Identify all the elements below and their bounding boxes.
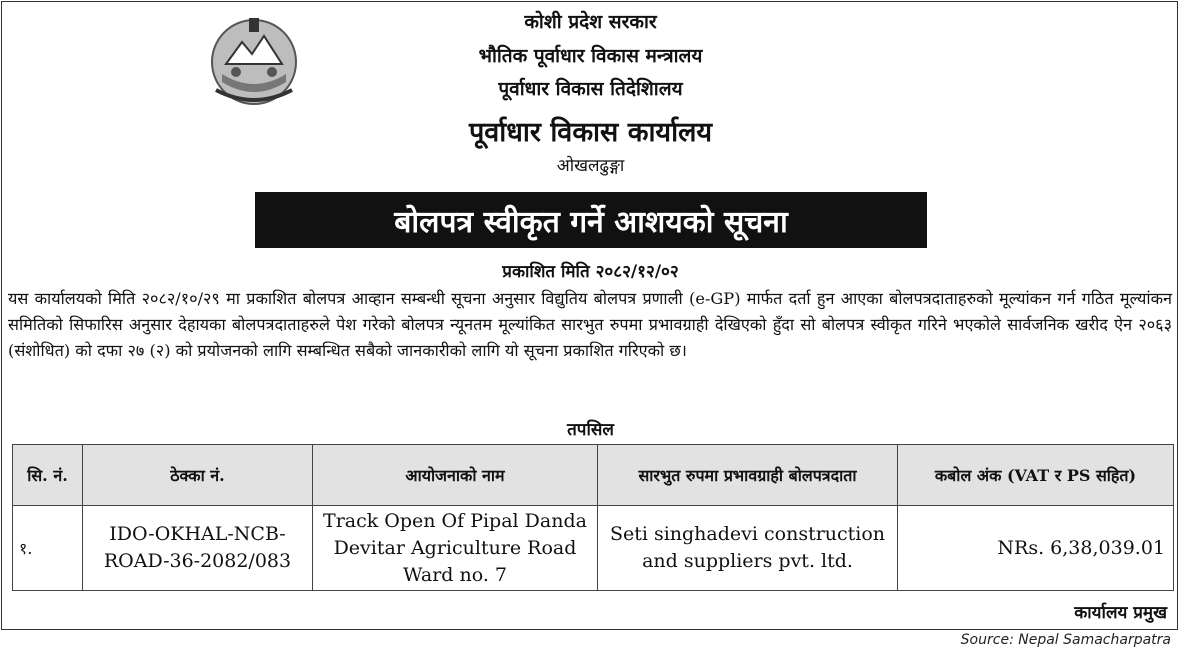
office-location: ओखलढुङ्गा xyxy=(556,156,625,176)
cell-project: Track Open Of Pipal Danda Devitar Agriculture Road Ward no. 7 xyxy=(313,506,598,591)
table-header-row xyxy=(13,445,1174,506)
col-header-amount: कबोल अंक (VAT र PS सहित) xyxy=(898,445,1174,506)
notice-title: बोलपत्र स्वीकृत गर्ने आशयको सूचना xyxy=(255,192,927,248)
col-header-contract: ठेक्का नं. xyxy=(83,445,313,506)
cell-amount: NRs. 6,38,039.01 xyxy=(898,506,1174,591)
cell-contract: IDO-OKHAL-NCB-ROAD-36-2082/083 xyxy=(83,506,313,591)
header-line-2: भौतिक पूर्वाधार विकास मन्त्रालय xyxy=(478,45,703,67)
published-date: प्रकाशित मिति २०८२/१२/०२ xyxy=(502,262,679,282)
col-header-bidder: सारभुत रुपमा प्रभावग्राही बोलपत्रदाता xyxy=(598,445,898,506)
notice-document xyxy=(1,1,1178,630)
cell-bidder: Seti singhadevi construction and suppliers pvt. ltd. xyxy=(598,506,898,591)
schedule-title: तपसिल xyxy=(567,420,614,440)
signoff: कार्यालय प्रमुख xyxy=(1074,603,1167,623)
col-header-project: आयोजनाको नाम xyxy=(313,445,598,506)
notice-body: यस कार्यालयको मिति २०८२/१०/२९ मा प्रकाशित बोलपत्र आव्हान सम्बन्धी सूचना अनुसार विद्युतिय बोलपत्र प्रणाली (e-GP) मार्फत दर्ता हुन आएका बोलपत्रदाताहरुको मूल्यांकन गर्न गठित मूल्यांकन समितिको सिफारिस अनुसार देहायका बोलपत्रदाताहरुले पेश गरेको बोलपत्र न्यूनतम मूल्यांकित सारभुत रुपमा प्रभावग्राही देखिएको हुँदा सो बोलपत्र स्वीकृत गरिने भएकोले सार्वजनिक खरीद ऐन २०६३ (संशोधित) को दफा २७ (२) को प्रयोजनको लागि सम्बन्धित सबैको जानकारीको लागि यो सूचना प्रकाशित गरिएको छ। xyxy=(8,289,1172,360)
col-header-sn: सि. नं. xyxy=(13,445,83,506)
header-line-1: कोशी प्रदेश सरकार xyxy=(524,11,657,33)
office-name: पूर्वाधार विकास कार्यालय xyxy=(468,117,713,148)
table-row xyxy=(13,506,1174,591)
bid-table xyxy=(12,444,1174,591)
source-credit: Source: Nepal Samacharpatra xyxy=(960,632,1171,648)
cell-sn: १. xyxy=(13,506,83,591)
header-line-3: पूर्वाधार विकास तिदेशिालय xyxy=(498,78,683,100)
